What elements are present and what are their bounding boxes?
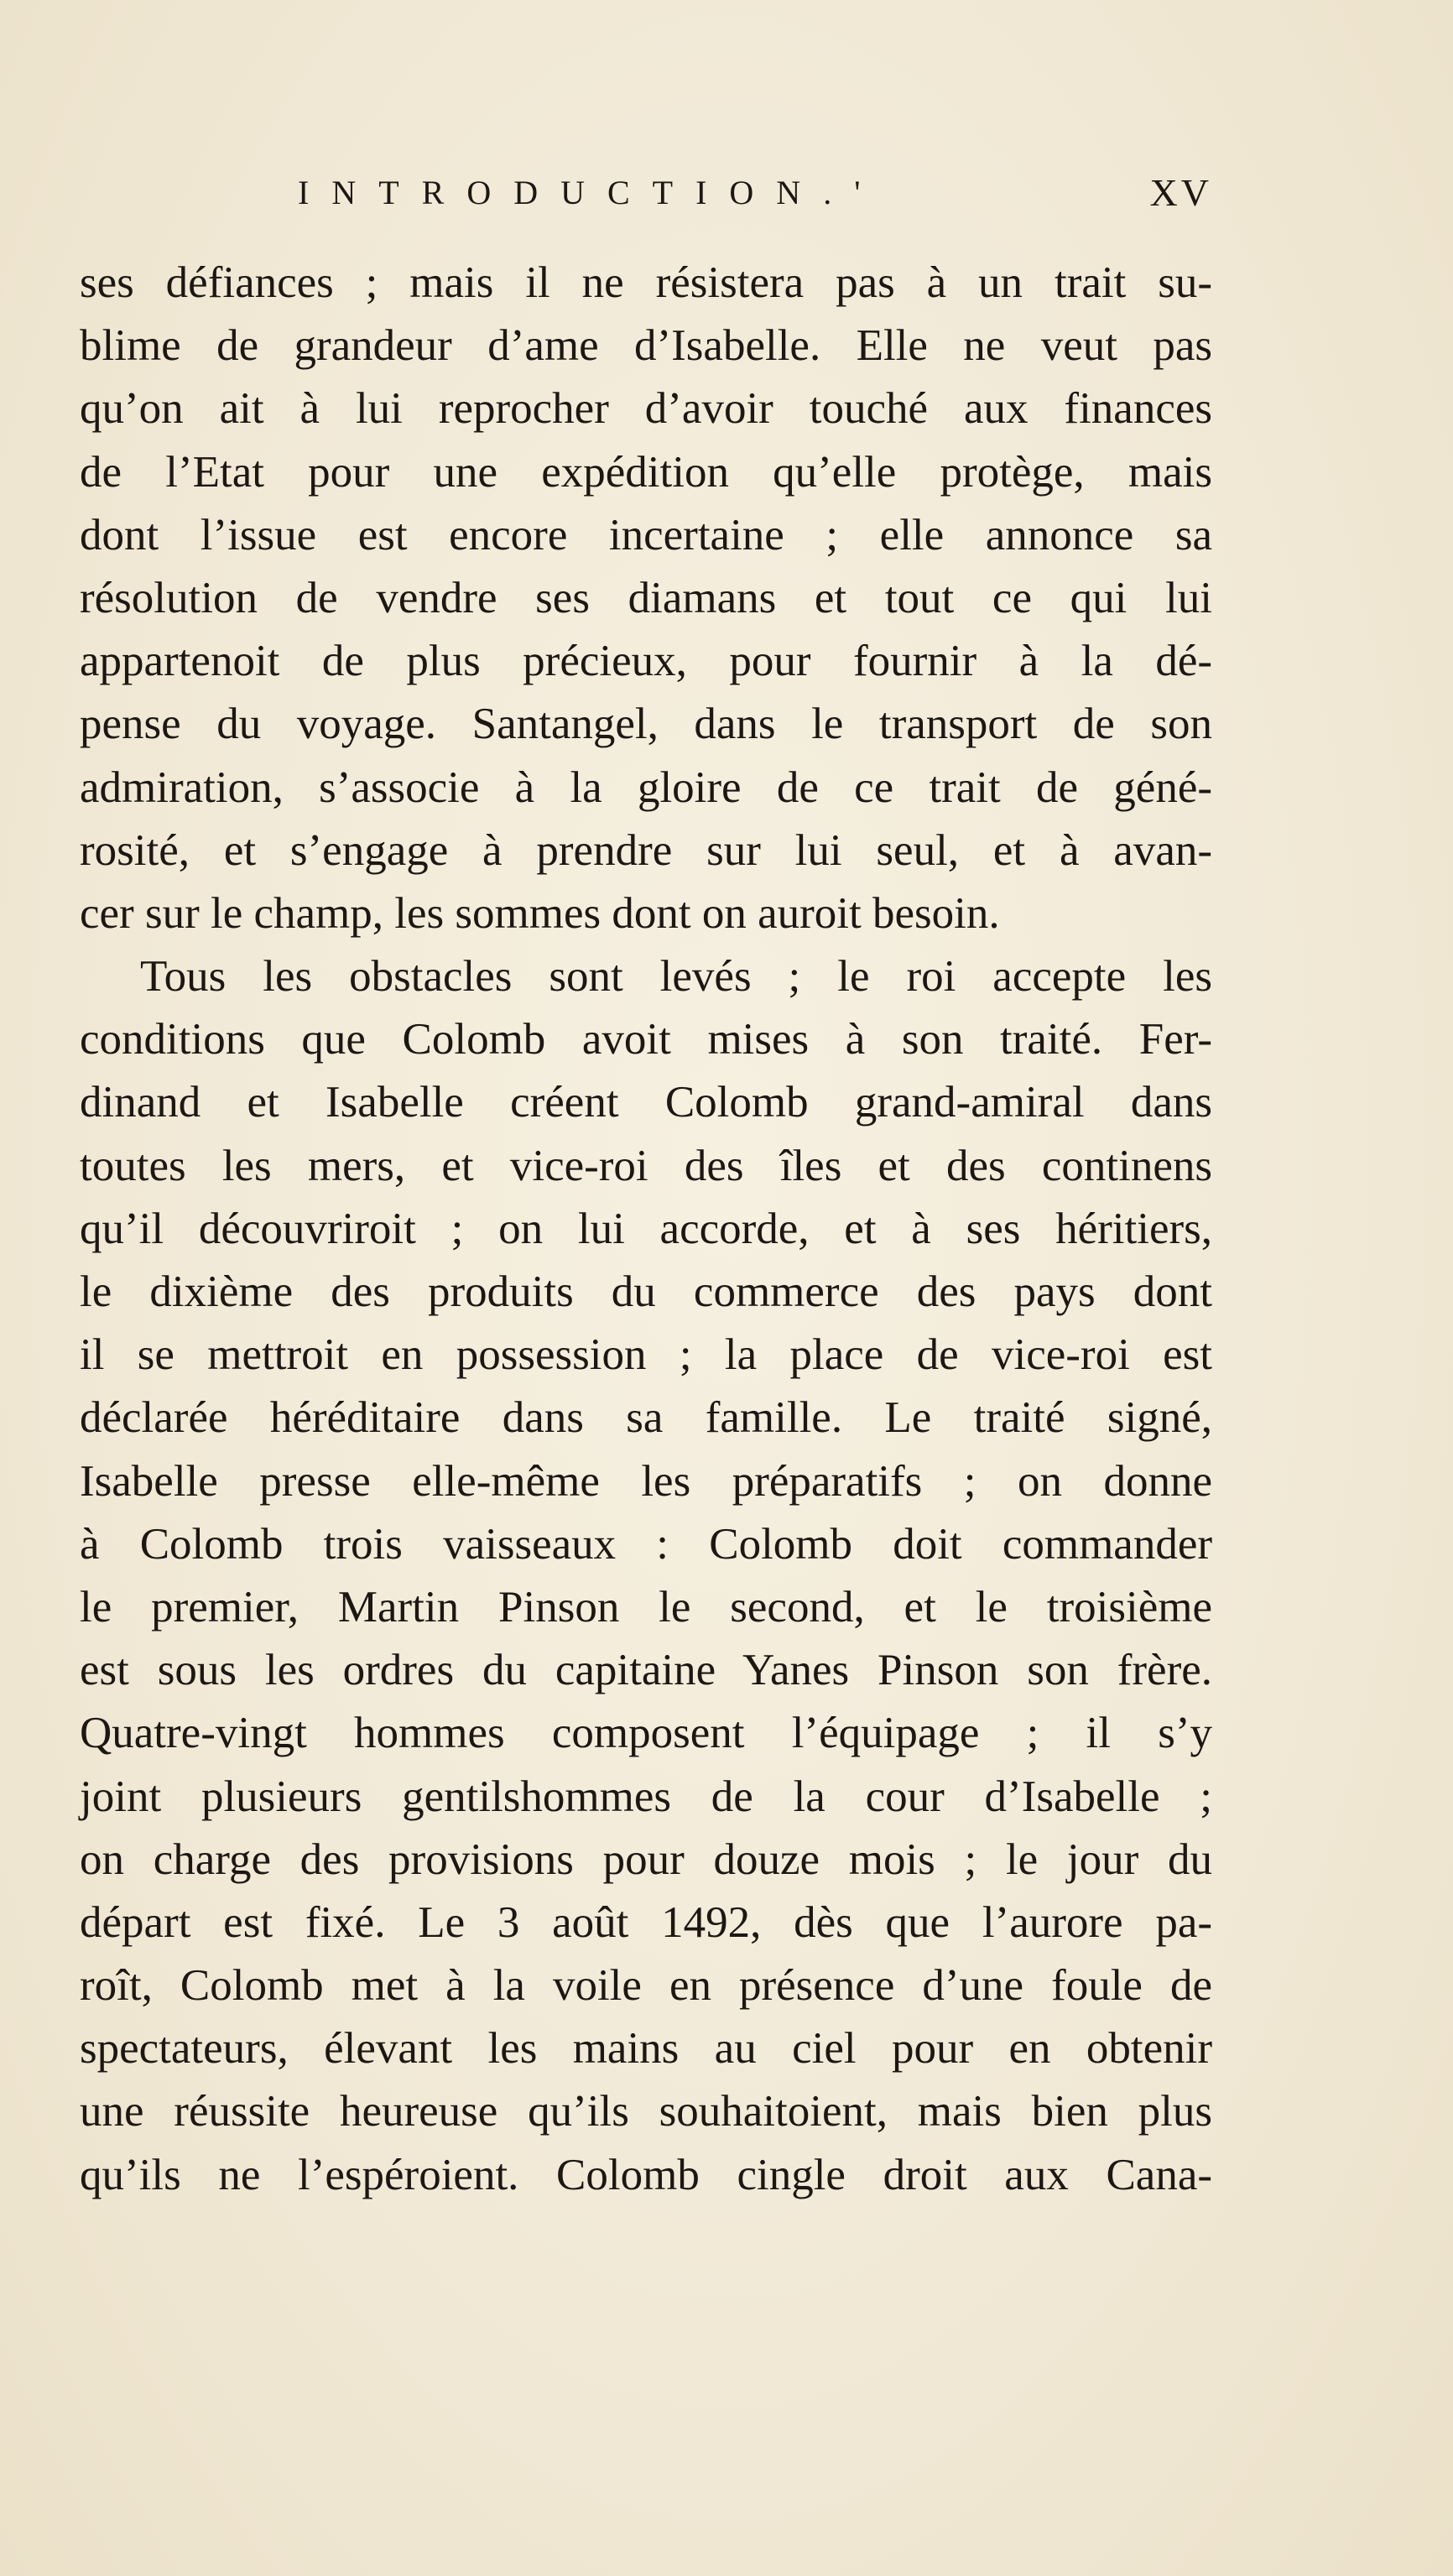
text-line: une réussite heureuse qu’ils souhaitoient, mais bien plus <box>80 2087 1212 2136</box>
text-line: Quatre-vingt hommes composent l’équipage ; il s’y <box>80 1709 1212 1758</box>
text-line: est sous les ordres du capitaine Yanes Pinson son frère. <box>80 1646 1212 1695</box>
text-line: blime de grandeur d’ame d’Isabelle. Elle ne veut pas <box>80 321 1212 371</box>
text-line: départ est fixé. Le 3 août 1492, dès que l’aurore pa- <box>80 1897 1212 1947</box>
text-line: appartenoit de plus précieux, pour fournir à la dé- <box>80 637 1212 686</box>
body-text <box>80 252 1212 2207</box>
text-line: admiration, s’associe à la gloire de ce trait de géné- <box>80 762 1212 812</box>
text-line: qu’on ait à lui reprocher d’avoir touché aux finances <box>80 384 1212 434</box>
text-line: à Colomb trois vaisseaux : Colomb doit commander <box>80 1519 1212 1569</box>
page-header <box>298 168 1212 218</box>
text-line: déclarée héréditaire dans sa famille. Le traité signé, <box>80 1393 1212 1443</box>
running-head: INTRODUCTION.' <box>298 174 883 211</box>
text-line: le dixième des produits du commerce des pays dont <box>80 1267 1212 1316</box>
text-line: pense du voyage. Santangel, dans le transport de son <box>80 700 1212 749</box>
text-line: dinand et Isabelle créent Colomb grand-amiral dans <box>80 1078 1212 1127</box>
text-line: Tous les obstacles sont levés ; le roi accepte les <box>140 952 1212 1002</box>
text-line: dont l’issue est encore incertaine ; elle annonce sa <box>80 510 1212 559</box>
text-line: il se mettroit en possession ; la place de vice-roi est <box>80 1330 1212 1380</box>
text-line: résolution de vendre ses diamans et tout ce qui lui <box>80 573 1212 622</box>
text-line: on charge des provisions pour douze mois ; le jour du <box>80 1834 1212 1884</box>
text-line: spectateurs, élevant les mains au ciel pour en obtenir <box>80 2024 1212 2074</box>
text-line: rosité, et s’engage à prendre sur lui seul, et à avan- <box>80 825 1212 875</box>
text-line: roît, Colomb met à la voile en présence d’une foule de <box>80 1961 1212 2011</box>
text-line: ses défiances ; mais il ne résistera pas à un trait su- <box>80 258 1212 307</box>
text-line: joint plusieurs gentilshommes de la cour d’Isabelle ; <box>80 1772 1212 1821</box>
page-number: XV <box>1149 171 1212 214</box>
text-line: Isabelle presse elle-même les préparatifs ; on donne <box>80 1456 1212 1506</box>
text-line: conditions que Colomb avoit mises à son traité. Fer- <box>80 1015 1212 1064</box>
text-line: toutes les mers, et vice-roi des îles et des continens <box>80 1141 1212 1190</box>
text-line: le premier, Martin Pinson le second, et le troisième <box>80 1582 1212 1631</box>
text-line: qu’ils ne l’espéroient. Colomb cingle droit aux Cana- <box>80 2150 1212 2199</box>
text-line: qu’il découvriroit ; on lui accorde, et à ses héritiers, <box>80 1204 1212 1253</box>
text-line: de l’Etat pour une expédition qu’elle protège, mais <box>80 447 1212 497</box>
text-line: cer sur le champ, les sommes dont on auroit besoin. <box>80 888 1000 938</box>
